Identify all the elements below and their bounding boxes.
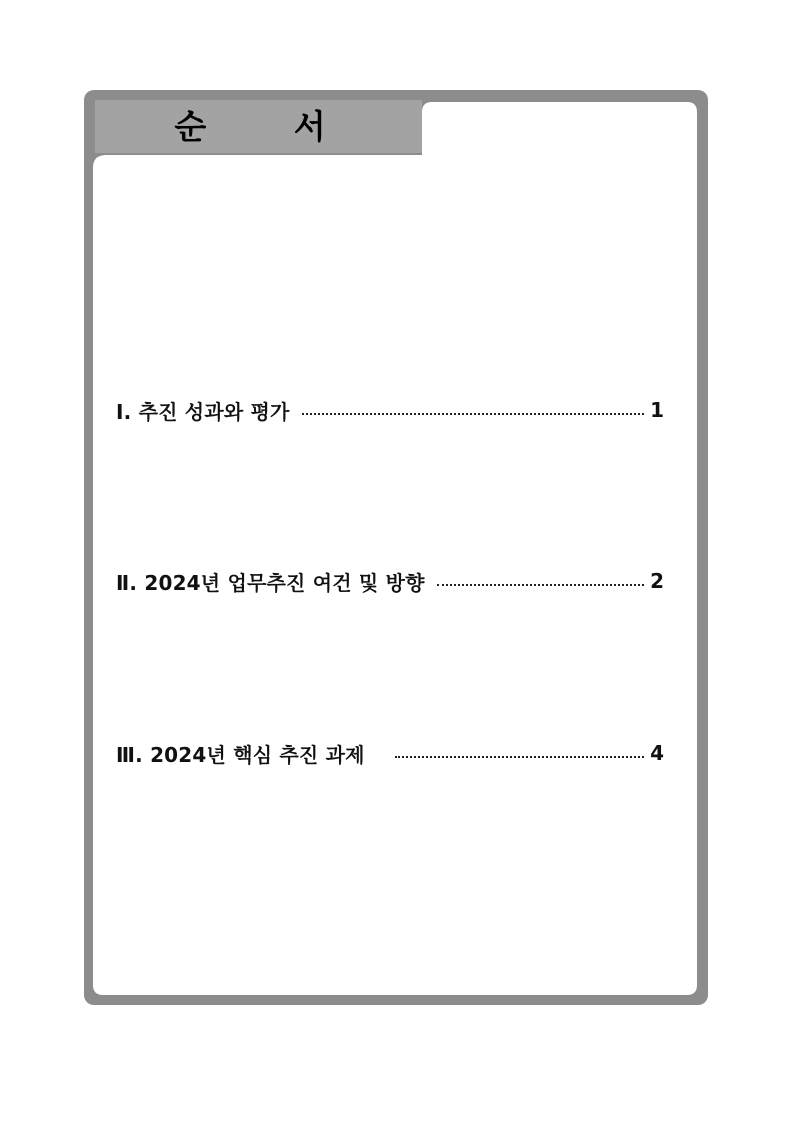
dot-leader (437, 584, 644, 586)
toc-entry[interactable] (116, 737, 664, 769)
content-panel (93, 102, 697, 995)
toc-entry[interactable] (116, 565, 664, 597)
dot-leader (395, 756, 644, 758)
dot-leader (302, 413, 645, 415)
page-title: 순 서 (174, 107, 364, 146)
toc-entry-label: Ⅰ. 추진 성과와 평가 (116, 399, 290, 424)
toc-page-number: 2 (650, 569, 664, 593)
toc-page-number: 4 (650, 741, 664, 765)
toc-entry[interactable] (116, 394, 664, 426)
toc-entry-label: Ⅱ. 2024년 업무추진 여건 및 방향 (116, 570, 425, 595)
toc-page-number: 1 (650, 398, 664, 422)
toc-entry-label: Ⅲ. 2024년 핵심 추진 과제 (116, 742, 365, 767)
